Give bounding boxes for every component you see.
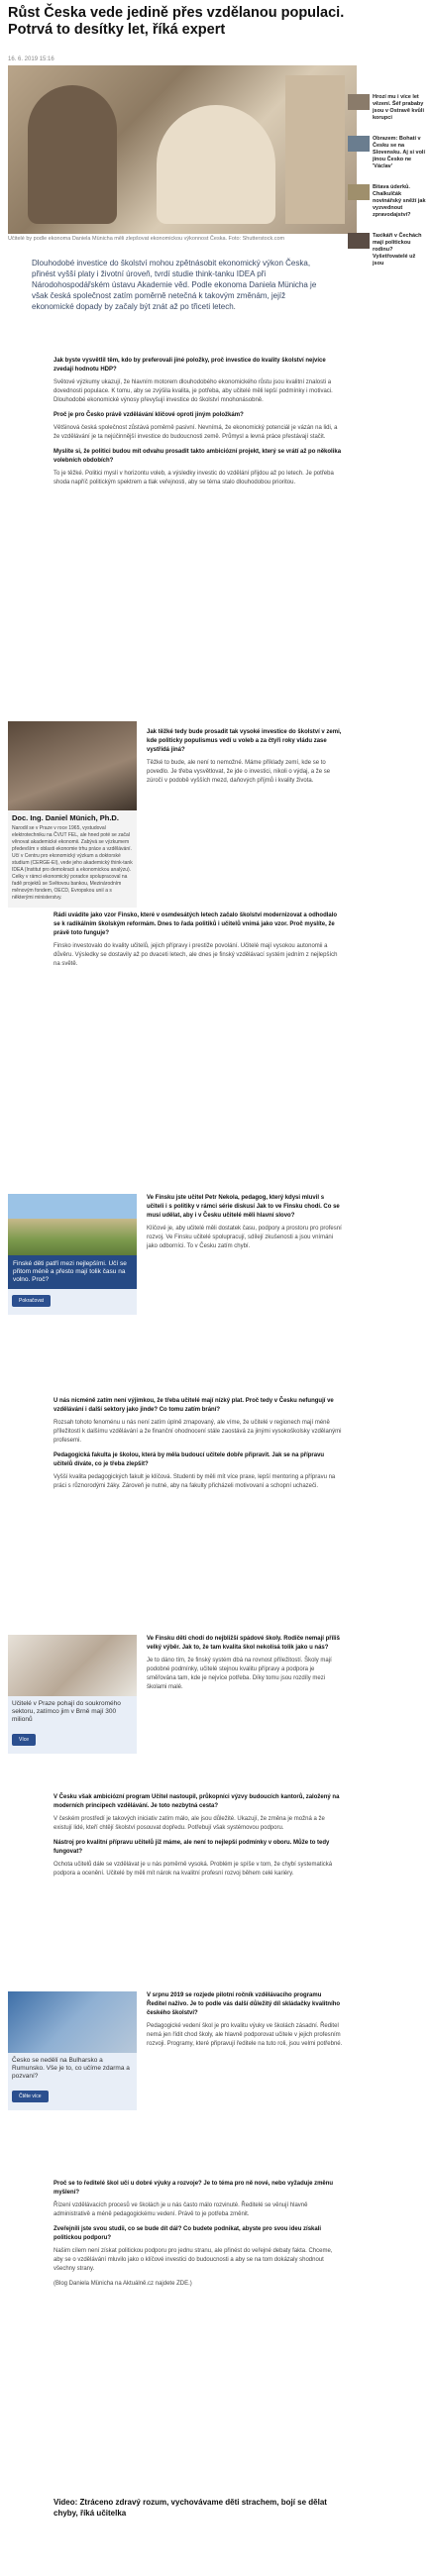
author-bio-box (8, 721, 137, 908)
question: Jak těžké tedy bude prosadit tak vysoké investice do školství v zemi, kde politicky populismus vedí u voleb a za čtyři roky vládu zase vystřídá jiná? (147, 729, 342, 753)
related-item[interactable] (348, 184, 427, 219)
promo-text: Česko se nedělí na Bulharsko a Rumunsko. Vše je to, co učíme zdarma a pozvaní? (12, 2057, 130, 2080)
answer: Rozsah tohoto fenoménu u nás není zatím úplně zmapovaný, ale víme, že učitelé v regionech mají méně příležitostí k dalšímu vzdělávání a že finanční ohodnocení stále zaostává za jinými vysokoškolsky vzdělanými profesemi. (54, 1420, 342, 1444)
question: U nás nicméně zatím není výjimkou, že třeba učitelé mají nízký plat. Proč tedy v Česku nefungují ve vzdělávání i další sektory jako jinde? Co tomu zatím brání? (54, 1398, 334, 1413)
promo-card[interactable] (8, 1194, 137, 1315)
question: Proč se to ředitelé škol učí u dobré výuky a rozvoje? Je to téma pro ně nové, nebo vyžaduje změnu myšlení? (54, 2181, 334, 2196)
answer: Vyšší kvalita pedagogických fakult je klíčová. Studenti by měli mít více praxe, lepší mentoring a přípravu na práci s různorodými žáky. Zároveň je nutné, aby na fakulty přicházeli motivovaní a schopní uchazeči. (54, 1474, 336, 1489)
answer: Těžké to bude, ale není to nemožné. Máme příklady zemí, kde se to povedlo. Je třeba vysvětlovat, že jde o investici, nikoli o výdaj, a že se zúročí v podobě vyšších mezd, daňových příjmů i kvality života. (147, 760, 331, 784)
qa-block (54, 1397, 343, 1497)
question: Myslíte si, že politici budou mít odvahu prosadit takto ambiciózní projekt, který se vrátí až po několika volebních obdobích? (54, 449, 342, 464)
photo-caption: Učitelé by podle ekonoma Daniela Münicha měli zlepšovat ekonomickou výkonnost Česka. Foto: Shutterstock.com (8, 236, 285, 242)
author-bio: Narodil se v Praze v roce 1965, vystudoval elektrotechniku na ČVUT FEL, ale hned poté se začal věnovat akademické ekonomii. Zabývá se výzkumem především v oblasti ekonomie trhu práce a vzdělávání. Učí v Centru pro ekonomický výzkum a doktorské studium (CERGE-EI), vede jeho akademický think-tank IDEA (Institut pro demokracii a ekonomickou analýzu). Celky v rámci ekonomický poradce spolupracoval na řadě projektů se Světovou bankou, Mezinárodním měnovým fondem, OECD, Evropskou unií a s některými ministerstvy. (12, 825, 133, 901)
promo-image (8, 1194, 137, 1255)
answer: Finsko investovalo do kvality učitelů, jejich přípravy i prestiže povolání. Učitelé mají vysokou autonomii a důvěru. Výsledky se dostavily až po dvaceti letech, ale dnes je finský vzdělávací systém jedním z nejlepších na světě. (54, 943, 338, 967)
related-title: Hrozí mu i více let vězení. Šéf prababy jsou v Ostravě kvůli korupci (373, 94, 424, 121)
answer: Pedagogické vedení škol je pro kvalitu výuky ve školách zásadní. Ředitel nemá jen řídit chod školy, ale hlavně podporovat učitele v jejich profesním rozvoji. Programy, které připravují ředitele na tuto roli, jsou velmi potřebné. (147, 2023, 343, 2047)
related-item[interactable] (348, 233, 427, 268)
qa-block (54, 912, 343, 975)
question: V Česku však ambiciózní program Učitel nastoupil, průkopníci výzvy budoucích kantorů, založený na moderních principech vzdělávání. Je toto nezbytná cesta? (54, 1794, 340, 1809)
hero-figure-left (28, 85, 117, 224)
related-thumb (348, 233, 370, 249)
qa-block (54, 357, 343, 493)
promo-button[interactable]: Pokračovat (12, 1295, 51, 1307)
blog-note-link[interactable]: (Blog Daniela Münicha na Aktuálně.cz najdete ZDE.) (54, 2281, 192, 2287)
author-name: Doc. Ing. Daniel Münich, Ph.D. (12, 813, 119, 822)
answer: Ochota učitelů dále se vzdělávat je u nás poměrně vysoká. Problém je spíše v tom, že chybí systematická podpora a ocenění. Učitelé by měli mít nárok na kvalitní profesní rozvoj během celé kariéry. (54, 1862, 333, 1877)
qa-block (147, 1635, 343, 1698)
qa-block (54, 2180, 343, 2295)
related-item[interactable] (348, 94, 427, 122)
hero-figure-center (157, 105, 275, 224)
related-thumb (348, 184, 370, 200)
qa-block (54, 1793, 343, 1884)
related-thumb (348, 136, 370, 152)
promo-text: Učitelé v Praze pohají do soukromého sektoru, zatímco jim v Brně mají 300 milionů (12, 1700, 121, 1723)
article-title: Růst Česka vede jedině přes vzdělanou populaci. Potrvá to desítky let, říká expert (8, 5, 345, 38)
promo-text: Finské děti patří mezi nejlepšími. Učí se přitom méně a přesto mají tolik času na volno. Proč? (8, 1255, 137, 1289)
answer: Klíčové je, aby učitelé měli dostatek času, podpory a prostoru pro profesní rozvoj. Ve Finsku učitelé spolupracují, sdílejí zkušenosti a jsou vnímáni jako odborníci. To v Česku zatím chybí. (147, 1226, 342, 1249)
qa-block (147, 1991, 343, 2055)
promo-button[interactable]: Více (12, 1734, 36, 1746)
answer: V českém prostředí je takových iniciativ zatím málo, ale jsou důležité. Ukazují, že změna je možná a že existují lidé, kteří chtějí školství posouvat dopředu. Potřebují však systémovou podporu. (54, 1816, 325, 1831)
question: Pedagogická fakulta je školou, která by měla budoucí učitele dobře připravit. Jak se na přípravu učitelů díváte, co je třeba zlepšit? (54, 1452, 325, 1467)
hero-photo (8, 65, 357, 234)
answer: Našim cílem není získat politickou podporu pro jednu stranu, ale přinést do veřejné debaty fakta. Chceme, aby se o vzdělávání mluvilo jako o klíčové investici do budoucnosti a aby se na tom dokázaly shodnout všechny strany. (54, 2248, 333, 2272)
qa-block (147, 1194, 343, 1257)
promo-card[interactable] (8, 1991, 137, 2110)
question: Ve Finsku děti chodí do nejbližší spádové školy. Rodiče nemají příliš velký výběr. Jak to, že tam kvalita škol nekolísá tolik jako u nás? (147, 1636, 340, 1651)
answer: Řízení vzdělávacích procesů ve školách je u nás často málo rozvinuté. Ředitelé se věnují hlavně administrativě a méně pedagogickému vedení. Právě to je potřeba změnit. (54, 2202, 308, 2217)
related-sidebar (348, 94, 427, 281)
related-title: Obrazem: Bohatí v Česku se na Slovensku. Aj si volí jinou Česko ne 'Václav' (373, 136, 425, 169)
answer: Je to dáno tím, že finský systém dbá na rovnost příležitostí. Školy mají podobné podmínky, učitelé stejnou kvalitu přípravy a podpora je směřována tam, kde je nejvíce potřeba. Díky tomu jsou rozdíly mezi školami malé. (147, 1658, 332, 1690)
related-item[interactable] (348, 136, 427, 170)
promo-image (8, 1635, 137, 1696)
question: Rádi uvádíte jako vzor Finsko, které v osmdesátých letech začalo školství modernizovat a odhodlalo se k radikálním školským reformám. Dnes to řada politiků i učitelů vnímá jako vzor. Proč myslíte, že právě toto funguje? (54, 912, 338, 936)
promo-card[interactable] (8, 1635, 137, 1754)
question: Nástroj pro kvalitní přípravu učitelů již máme, ale není to nejlepší podmínky v oboru. Může to tedy fungovat? (54, 1840, 330, 1855)
article-main (8, 65, 357, 244)
article-date: 16. 6. 2019 15:16 (8, 56, 54, 62)
question: Zveřejnili jste svou studii, co se bude dít dál? Co budete podnikat, abyste pro svou ideu získali politickou podporu? (54, 2226, 322, 2241)
video-heading: Video: Ztráceno zdravý rozum, vychovávame děti strachem, bojí se dělat chyby, říká učitelka (54, 2498, 327, 2518)
answer: Většinová česká společnost zůstává poměrně pasivní. Nevnímá, že ekonomický potenciál je vázán na lidi, a že vzdělávání je ta nejúčinnější investice do budoucnosti země. Průmysl a levná práce přestávají stačit. (54, 425, 338, 440)
question: Ve Finsku jste učitel Petr Nekola, pedagog, který kdysi mluvil s učiteli i s politiky v rámci série diskusí Jak to ve Finsku chodí. Co se musí udělat, aby i v Česku učitelé měli hlavní slovo? (147, 1195, 340, 1219)
related-title: Taxikáři v Čechách mají politickou rodinu? Vyšetřovatelé už jsou (373, 233, 422, 267)
article-lead: Dlouhodobé investice do školství mohou zpětnásobit ekonomický výkon Česka, přinést vyšší platy i životní úroveň, tvrdí studie think-tanku IDEA při Národohospodářském ústavu Akademie věd. Podle ekonoma Daniela Münicha je však česká společnost zatím poměrně netečná k takovým změnám, jejíž ekonomické dopady by začaly být znát až po třiceti letech. (32, 259, 317, 311)
answer: Světové výzkumy ukazují, že hlavním motorem dlouhodobého ekonomického růstu jsou kvalitní znalosti a dovednosti populace. K tomu, aby se zvýšila kvalita, je potřeba, aby učitelé měli lepší podmínky i motivaci. Dlouhodobé ekonomické výnosy převyšují investice do školství mnohonásobně. (54, 379, 333, 403)
promo-image (8, 1991, 137, 2053)
author-photo (8, 721, 137, 810)
related-title: Bitava úderků. Chalkulčák novinářský sněží jak vyzvednout zpravodajství? (373, 184, 426, 218)
qa-block (147, 728, 343, 792)
hero-figure-right (285, 75, 345, 224)
related-thumb (348, 94, 370, 110)
promo-button[interactable]: Čtěte více (12, 2091, 49, 2102)
answer: To je těžké. Politici myslí v horizontu voleb, a výsledky investic do vzdělání přijdou až po letech. Je potřeba shoda napříč politickým spektrem a tlak veřejnosti, aby se téma stalo dlouhodobou prioritou. (54, 471, 334, 485)
question: Proč je pro Česko právě vzdělávání klíčové oproti jiným položkám? (54, 412, 244, 418)
question: Jak byste vysvětlil těm, kdo by preferovali jiné položky, proč investice do kvality školství nejvíce zvedají hodnotu HDP? (54, 358, 326, 373)
question: V srpnu 2019 se rozjede pilotní ročník vzdělávacího programu Ředitel naživo. Je to podle vás další důležitý díl skládačky kvalitního českého školství? (147, 1992, 341, 2016)
